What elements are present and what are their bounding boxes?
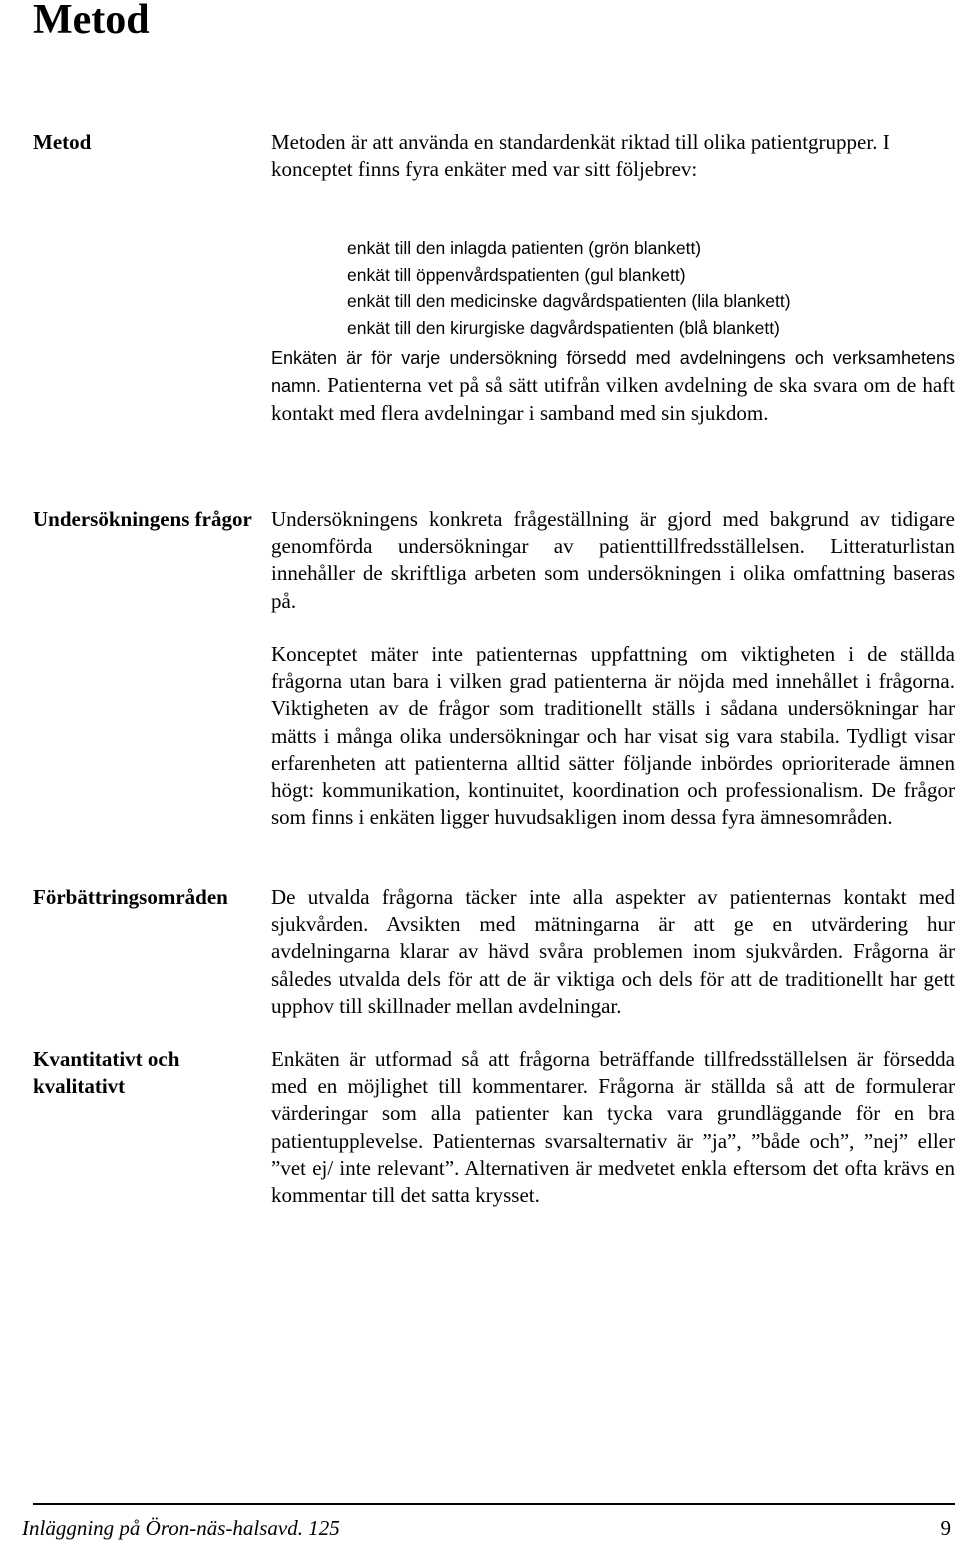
footer-divider [33, 1503, 955, 1505]
metod-paragraph-2-serif: Patienterna vet på så sätt utifrån vilken avdelning de ska svara om de haft kontakt med flera avdelningar i samband med sin sjukdom. [271, 373, 955, 426]
section-heading-metod: Metod [33, 130, 92, 154]
page-number: 9 [940, 1516, 951, 1540]
section-heading-kvant: Kvantitativt och kvalitativt [33, 1047, 180, 1098]
fragor-paragraph-2: Konceptet mäter inte patienternas uppfattning om viktigheten i de ställda frågorna utan bara i vilken grad patienterna är nöjda med innehållet i frågorna. Viktigheten av de frågor som traditionellt ställs i sådana undersökningar har mätts i många olika undersökningar och har visat sig vara stabila. Tydligt visar erfarenheten att patienterna alltid sätter följande inbördes oprioriterade ämnen högt: kommunikation, kontinuitet, koordination och professionalism. De frågor som finns i enkäten ligger huvudsakligen inom dessa fyra ämnesområden. [271, 642, 955, 830]
fragor-paragraph-1: Undersökningens konkreta frågeställning är gjord med bakgrund av tidigare genomförda undersökningar av patienttillfredsställelsen. Litteraturlistan innehåller de skriftliga arbeten som undersökningen i olika omfattning baseras på. [271, 507, 955, 613]
section-heading-forbattring: Förbättringsområden [33, 885, 228, 909]
section-heading-fragor: Undersökningens frågor [33, 507, 252, 531]
list-item: enkät till den medicinske dagvårdspatienten (lila blankett) [347, 291, 791, 311]
list-item: enkät till den kirurgiske dagvårdspatienten (blå blankett) [347, 317, 780, 338]
list-item: enkät till den inlagda patienten (grön blankett) [347, 238, 702, 258]
list-item: enkät till öppenvårdspatienten (gul blankett) [347, 264, 686, 285]
enkat-list [347, 235, 947, 341]
footer-text: Inläggning på Öron-näs-halsavd. 125 [22, 1516, 340, 1540]
metod-paragraph-2 [271, 344, 955, 428]
metod-paragraph-2-sans: Enkäten är för varje undersökning försedd med avdelningens och verksamhetens namn. [271, 348, 955, 397]
kvant-paragraph: Enkäten är utformad så att frågorna beträffande tillfredsställelsen är försedda med en möjlighet till kommentarer. Frågorna är ställda så att de formulerar värderingar som alla patienter kan tycka vara grundläggande för en bra patientupplevelse. Patienternas svarsalternativ är ”ja”, ”både och”, ”nej” eller ”vet ej/ inte relevant”. Alternativen är medvetet enkla eftersom det ofta krävs en kommentar till det satta krysset. [271, 1047, 955, 1208]
metod-intro: Metoden är att använda en standardenkät riktad till olika patientgrupper. I konceptet finns fyra enkäter med var sitt följebrev: [271, 130, 890, 182]
page-title: Metod [33, 0, 150, 43]
forbattring-paragraph: De utvalda frågorna täcker inte alla aspekter av patienternas kontakt med sjukvården. Avsikten med mätningarna är att ge en utvärdering hur avdelningarna klarar av hävd svåra problemen inom sjukvården. Frågorna är således utvalda dels för att de är viktiga och dels för att de traditionellt har gett upphov till skillnader mellan avdelningar. [271, 885, 955, 1018]
